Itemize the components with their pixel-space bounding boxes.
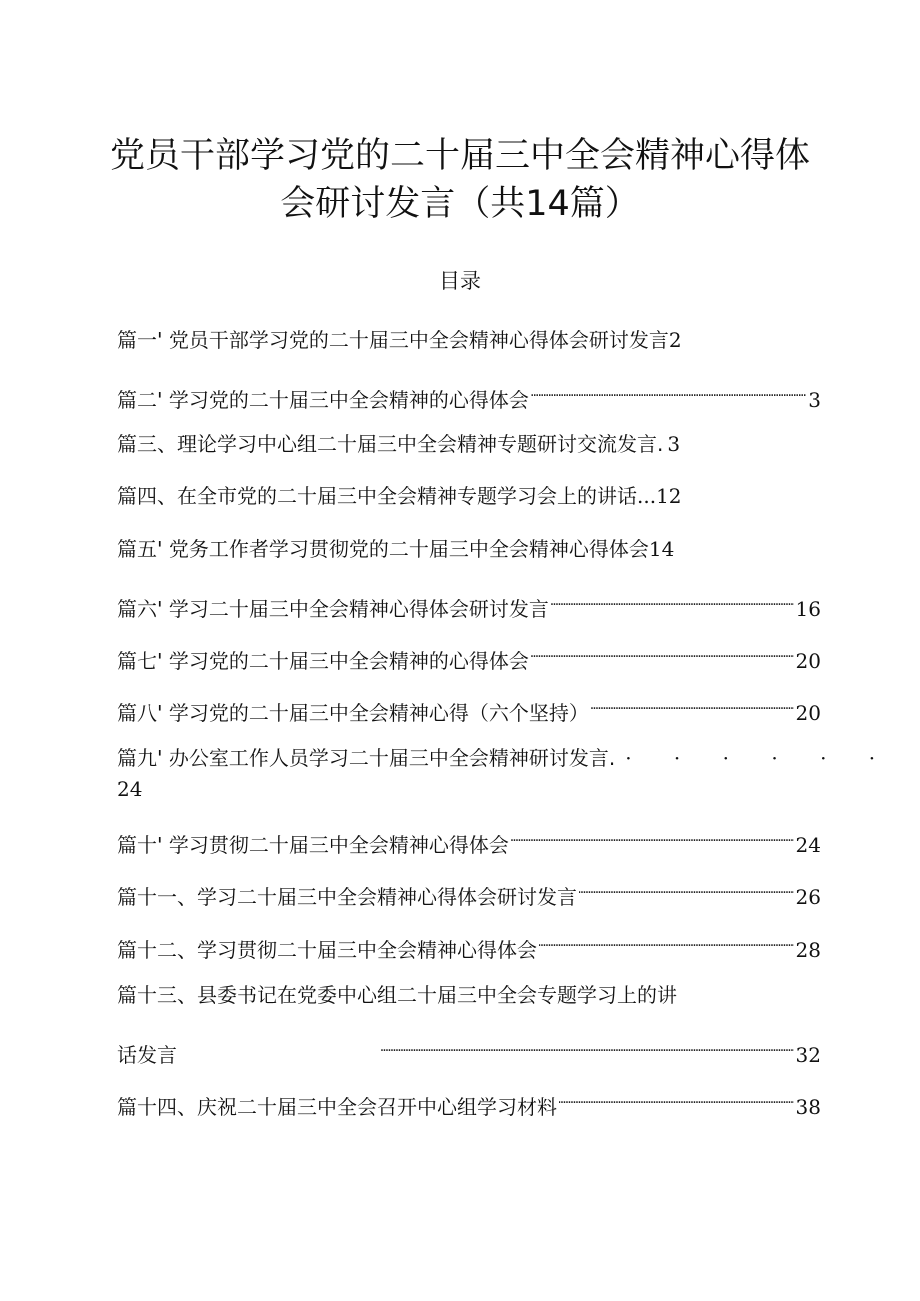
toc-entry-title: 篇八' 学习党的二十届三中全会精神心得（六个坚持）	[117, 701, 589, 725]
toc-entry-title-continued: 话发言	[117, 1043, 177, 1067]
toc-leader-dots	[539, 927, 794, 957]
toc-entry-1[interactable]	[117, 325, 821, 355]
toc-entry-9[interactable]	[117, 743, 894, 773]
toc-entry-page: 2	[668, 328, 682, 352]
toc-entry-title: 篇十三、县委书记在党委中心组二十届三中全会专题学习上的讲	[117, 983, 677, 1007]
toc-entry-4[interactable]	[117, 481, 821, 511]
toc-entry-page: 3	[808, 388, 821, 412]
toc-entry-13[interactable]	[117, 980, 821, 1010]
toc-entry-11[interactable]	[117, 874, 821, 909]
toc-leader-dots	[579, 874, 794, 904]
document-title-line-2: 会研讨发言（共14篇）	[280, 184, 640, 224]
document-title-line-1: 党员干部学习党的二十届三中全会精神心得体	[109, 136, 810, 176]
toc-entry-page: 20	[795, 701, 821, 725]
toc-entry-page: 3	[667, 432, 681, 456]
toc-entry-lead: · · · · · ·	[625, 746, 894, 770]
toc-leader-dots	[531, 638, 794, 668]
toc-entry-title: 篇七' 学习党的二十届三中全会精神的心得体会	[117, 649, 529, 673]
toc-entry-8[interactable]	[117, 690, 821, 725]
toc-entry-3[interactable]	[117, 429, 821, 459]
toc-heading: 目录	[439, 269, 481, 293]
toc-entry-page: 38	[795, 1095, 821, 1119]
toc-entry-title: 篇五' 党务工作者学习贯彻党的二十届三中全会精神心得体会	[117, 537, 649, 561]
toc-entry-7[interactable]	[117, 638, 821, 673]
toc-entry-title: 篇六' 学习二十届三中全会精神心得体会研讨发言	[117, 597, 549, 621]
toc-leader-dots	[559, 1084, 794, 1114]
toc-entry-title: 篇十一、学习二十届三中全会精神心得体会研讨发言	[117, 885, 577, 909]
toc-entry-12[interactable]	[117, 927, 821, 962]
toc-entry-title: 篇十' 学习贯彻二十届三中全会精神心得体会	[117, 833, 509, 857]
toc-entry-page: 12	[656, 484, 682, 508]
toc-entry-5[interactable]	[117, 534, 821, 564]
toc-entry-title: 篇十四、庆祝二十届三中全会召开中心组学习材料	[117, 1095, 557, 1119]
toc-entry-title: 篇二' 学习党的二十届三中全会精神的心得体会	[117, 388, 529, 412]
toc-entry-page: 32	[795, 1043, 821, 1067]
toc-entry-page: 16	[795, 597, 821, 621]
toc-leader-dots	[591, 690, 794, 720]
toc-entry-title: 篇九' 办公室工作人员学习二十届三中全会精神研讨发言.	[117, 746, 616, 770]
toc-entry-9-page: 24	[117, 777, 143, 801]
toc-entry-page: 20	[795, 649, 821, 673]
toc-entry-page: 14	[648, 537, 675, 561]
toc-entry-page: 24	[795, 833, 821, 857]
toc-entry-page: 28	[795, 938, 821, 962]
toc-entry-title: 篇四、在全市党的二十届三中全会精神专题学习会上的讲话	[117, 484, 637, 508]
toc-entry-14[interactable]	[117, 1084, 821, 1119]
toc-entry-page: 26	[795, 885, 821, 909]
toc-leader-dots	[511, 822, 794, 852]
toc-entry-6[interactable]	[117, 586, 821, 621]
toc-leader-dots	[551, 586, 794, 616]
toc-entry-title: 篇三、理论学习中心组二十届三中全会精神专题研讨交流发言.	[117, 432, 664, 456]
toc-entry-title: 篇一' 党员干部学习党的二十届三中全会精神心得体会研讨发言	[117, 328, 669, 352]
toc-leader-dots	[531, 377, 806, 407]
toc-entry-2[interactable]	[117, 377, 821, 412]
toc-entry-title: 篇十二、学习贯彻二十届三中全会精神心得体会	[117, 938, 537, 962]
toc-entry-10[interactable]	[117, 822, 821, 857]
toc-entry-lead: ...	[637, 484, 657, 508]
toc-leader-dots	[179, 1032, 794, 1062]
toc-entry-13-continued[interactable]	[117, 1032, 821, 1067]
